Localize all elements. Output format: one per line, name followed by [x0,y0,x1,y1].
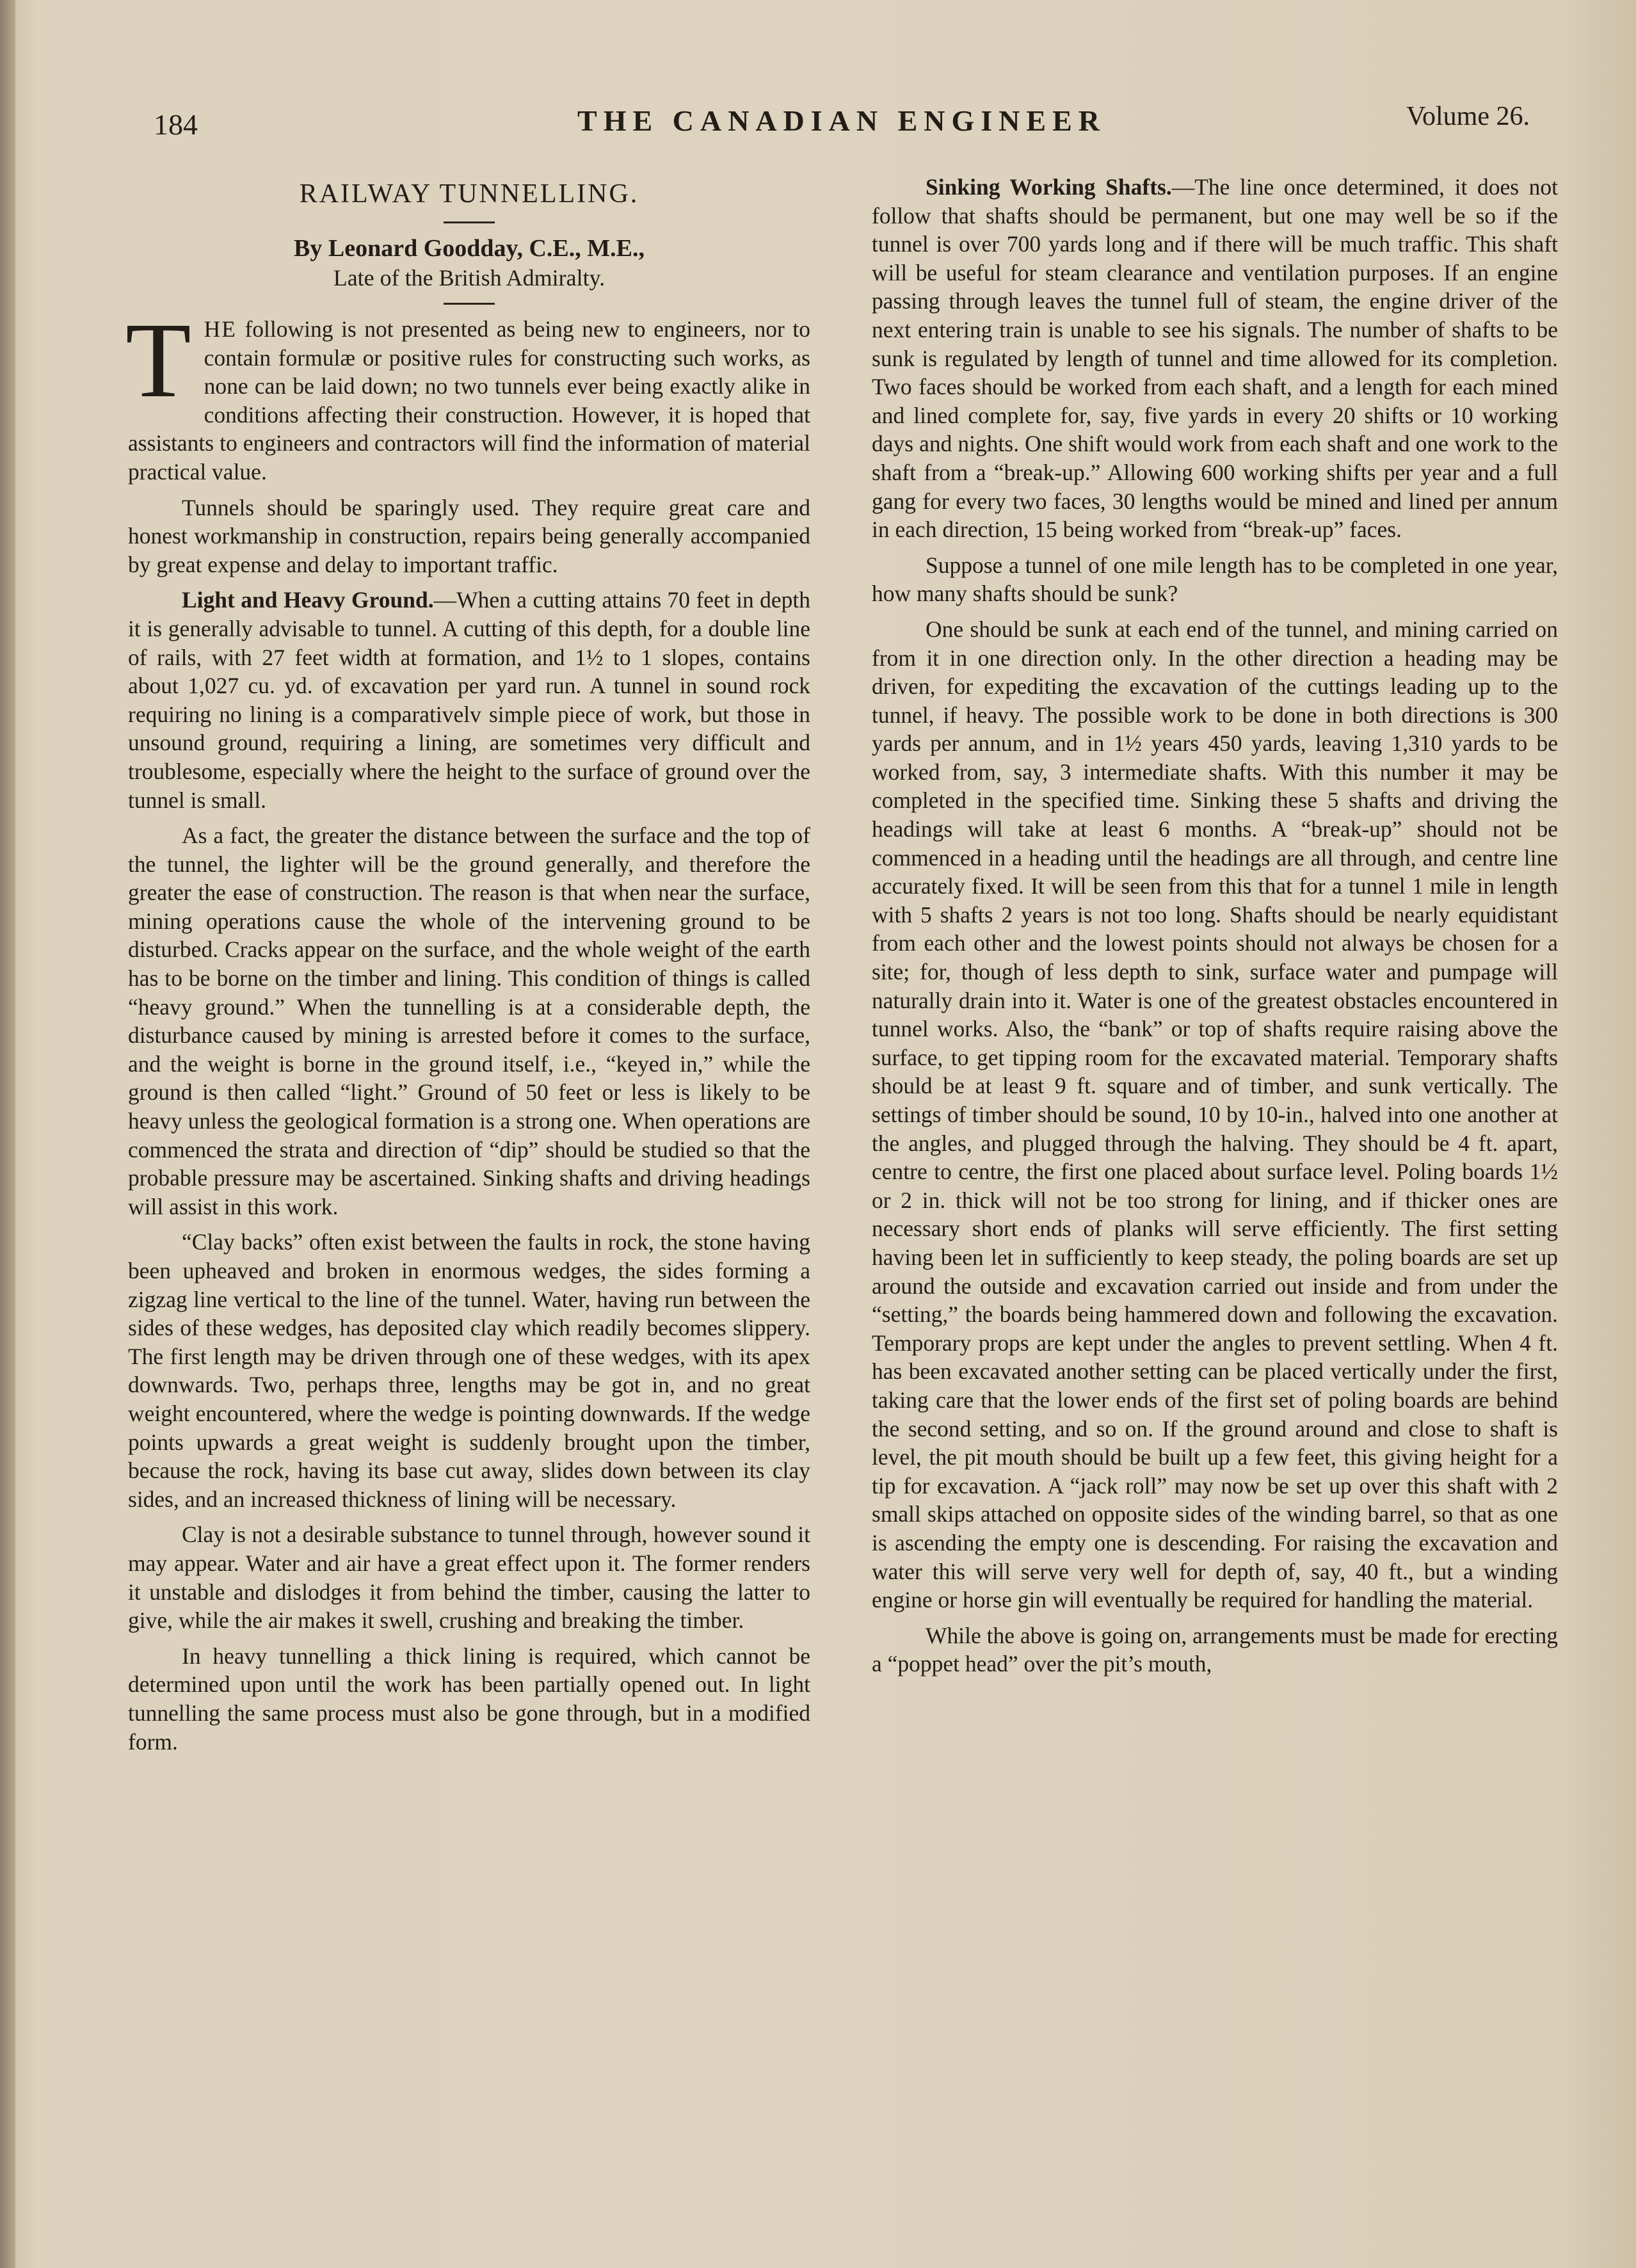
journal-title: THE CANADIAN ENGINEER [577,104,1106,137]
paragraph [872,173,1558,544]
page-header [154,96,1530,147]
author-affiliation: Late of the British Admiralty. [333,265,605,291]
paragraph-text: —The line once determined, it does not follow that shafts should be permanent, but one may well be so if the tunnel is over 700 yards long and if there will be much traffic. This shaft will be useful for steam clearance and ventilation purposes. If an engine passing through leaves the tunnel full of steam, the engine driver of the next entering train is unable to see his signals. The number of shafts to be sunk is regulated by length of tunnel and time allowed for its completion. Two faces should be worked from each shaft, and a length for each mined and lined complete for, say, five yards in every 20 shifts or 10 working days and nights. One shift would work from each shaft and one work to the shaft from a “break-up.” Allowing 600 working shifts per year and a full gang for every two faces, 30 lengths would be mined and lined per annum in each direction, 15 being worked from “break-up” faces. [872,174,1558,543]
paragraph: One should be sunk at each end of the tunnel, and mining carried on from it in one direction only. In the other direction a heading may be driven, for expediting the excavation of the cuttings leading up to the tunnel, if heavy. The possible work to be done in both directions is 300 yards per annum, and in 1½ years 450 yards, leaving 1,310 yards to be worked from, say, 3 intermediate shafts. With this number it may be completed in the specified time. Sinking these 5 shafts and driving the headings will take at least 6 months. A “break-up” should not be commenced in a heading until the headings are all through, and centre line accurately fixed. It will be seen from this that for a tunnel 1 mile in length with 5 shafts 2 years is not too long. Shafts should be nearly equidistant from each other and the lowest points should not always be chosen for a site; for, though of less depth to sink, surface water and pumpage will naturally drain into it. Water is one of the greatest obstacles encountered in tunnel works. Also, the “bank” or top of shafts require raising above the surface, to get tipping room for the excavated material. Temporary shafts should be at least 9 ft. square and of timber, and sunk vertically. The settings of timber should be sound, 10 by 10-in., halved into one another at the angles, and plugged through the halving. They should be 4 ft. apart, centre to centre, the first one placed about surface level. Poling boards 1½ or 2 in. thick will not be too strong for lining, and if thicker ones are necessary short ends of planks will serve efficiently. The first setting having been let in sufficiently to keep steady, the poling boards are set up around the outside and excavation carried out inside and from under the “setting,” the boards being hammered down and following the excavation. Temporary props are kept under the angles to prevent settling. When 4 ft. has been excavated another setting can be placed vertically under the first, taking care that the lower ends of the first set of poling boards are behind the second setting, and so on. If the ground around and close to shaft is level, the pit mouth should be built up a few feet, this giving height for a tip for excavation. A “jack roll” may now be set up over this shaft with 2 small skips attached on opposite sides of the winding barrel, so that as one is ascending the empty one is descending. For raising the excavation and water this will serve very well for depth of, say, 40 ft., but a winding engine or horse gin will eventually be required for handling the material. [872,616,1558,1613]
paragraph: Suppose a tunnel of one mile length has to be completed in one year, how many shafts should be sunk? [872,552,1558,607]
drop-cap: T [125,301,191,420]
paragraph: “Clay backs” often exist between the faults in rock, the stone having been upheaved and broken in enormous wedges, the sides forming a zigzag line vertical to the line of the tunnel. Water, having run between the sides of these wedges, has deposited clay which readily becomes slippery. The first length may be driven through one of these wedges, with its apex downwards. Two, perhaps three, lengths may be got in, and no great weight encountered, where the wedge is pointing downwards. If the wedge points upwards a great weight is suddenly brought upon the timber, because the rock, having its base cut away, slides down between its clay sides, and an increased thickness of lining will be necessary. [128,1229,810,1512]
intro-paragraph [125,301,810,487]
byline-rule [444,303,495,305]
intro-text: following is not presented as being new to engineers, nor to contain formulæ or positive rules for constructing such works, as none can be laid down; no two tunnels ever being exactly alike in conditions affecting their construction. However, it is hoped that assistants to engineers and contractors will find the information of material practical value. [128,316,810,485]
paragraph: Tunnels should be sparingly used. They require great care and honest workmanship in construction, repairs being generally accompanied by great expense and delay to important traffic. [128,494,810,577]
paragraph: Clay is not a desirable substance to tunnel through, however sound it may appear. Water and air have a great effect upon it. The former renders it unstable and dislodges it from behind the timber, causing the latter to give, while the air makes it swell, crushing and breaking the timber. [128,1522,810,1634]
book-spine [0,0,15,2268]
paragraph-text: —When a cutting attains 70 feet in depth it is generally advisable to tunnel. A cutting of this depth, for a double line of rails, with 27 feet width at formation, and 1½ to 1 slopes, contains about 1,027 cu. yd. of excavation per yard run. A tunnel in sound rock requiring no lining is a comparativelv simple piece of work, but those in unsound ground, requiring a lining, are sometimes very difficult and troublesome, especially where the height to the surface of ground over the tunnel is small. [128,587,811,813]
paragraph: While the above is going on, arrangements must be made for erecting a “poppet head” over the pit’s mouth, [872,1622,1558,1677]
first-word: HE [204,316,237,342]
paragraph: As a fact, the greater the distance between the surface and the top of the tunnel, the lighter will be the ground generally, and therefore the greater the ease of construction. The reason is that when near the surface, mining operations cause the whole of the intervening ground to be disturbed. Cracks appear on the surface, and the whole weight of the earth has to be borne on the timber and lining. This condition of things is called “heavy ground.” When the tunnelling is at a considerable depth, the disturbance caused by mining is arrested before it comes to the surface, and the weight is borne in the ground itself, i.e., “keyed in,” while the ground is then called “light.” Ground of 50 feet or less is likely to be heavy unless the geological formation is a strong one. When operations are commenced the strata and direction of “dip” should be studied so that the probable pressure may be ascertained. Sinking shafts and driving headings will assist in this work. [128,823,811,1219]
paragraph [128,586,810,814]
left-column [125,173,811,1756]
byline [128,234,810,293]
title-rule [444,221,495,223]
article-title: RAILWAY TUNNELLING. [299,179,639,209]
volume-label: Volume 26. [1406,102,1530,131]
author: By Leonard Goodday, C.E., M.E., [294,235,645,262]
section-heading: Light and Heavy Ground. [182,587,434,613]
section-heading: Sinking Working Shafts. [926,174,1172,200]
page-number: 184 [154,108,198,141]
right-column [872,173,1558,1678]
paragraph: In heavy tunnelling a thick lining is required, which cannot be determined upon until the work has been partially opened out. In light tunnelling the same process must also be gone through, but in a modified form. [128,1643,810,1755]
